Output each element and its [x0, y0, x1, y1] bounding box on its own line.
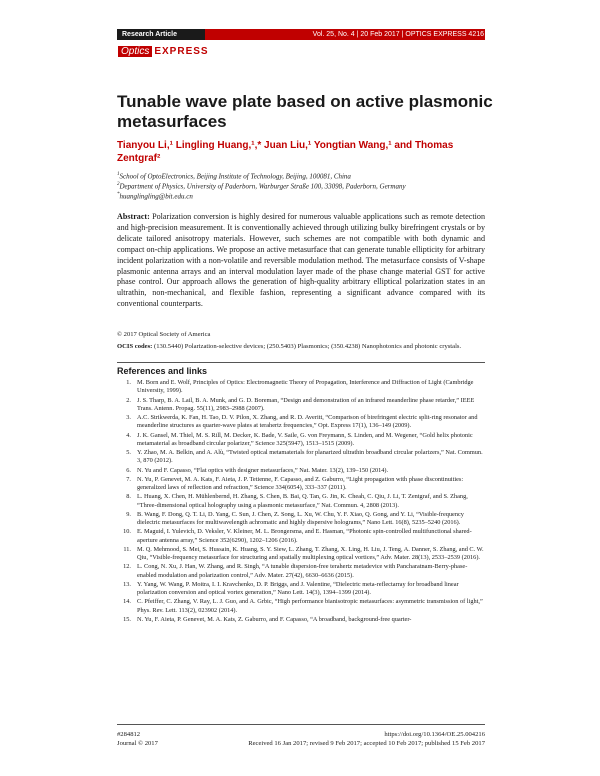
article-type-label: Research Article — [117, 29, 205, 40]
journal-logo — [118, 46, 209, 58]
reference-text: L. Huang, X. Chen, H. Mühlenbernd, H. Zhang, S. Chen, B. Bai, Q. Tan, G. Jin, K. Cheah, C. Qiu, J. Li, T. Zentgraf, and S. Zhang, “Three-dimensional optical holography using a plasmonic metasurface,” Nat. Commun. 4, 2808 (2013). — [137, 493, 468, 509]
reference-item — [117, 432, 485, 448]
affiliation-text: Department of Physics, University of Paderborn, Warburger Straße 100, 33098, Paderborn, Germany — [119, 182, 406, 191]
reference-item — [117, 581, 485, 597]
reference-text: M. Q. Mehmood, S. Mei, S. Hussain, K. Huang, S. Y. Siew, L. Zhang, T. Zhang, X. Ling, H. Liu, J. Teng, A. Danner, S. Zhang, and C. W. Qiu, “Visible-frequency metasurface for structuring and spatially multiplexing optical vortices,” Adv. Mater. 28(13), 2533–2539 (2016). — [137, 545, 484, 561]
reference-number: 13. — [123, 580, 131, 588]
paper-title: Tunable wave plate based on active plasmonic metasurfaces — [117, 92, 493, 131]
email-link[interactable]: huanglingling@bit.edu.cn — [119, 192, 193, 201]
reference-number: 8. — [126, 493, 131, 501]
ocis-codes — [117, 342, 485, 351]
reference-item — [117, 476, 485, 492]
reference-number: 9. — [126, 510, 131, 518]
divider — [117, 724, 485, 725]
reference-item — [117, 511, 485, 527]
affiliation-mark: 1 — [117, 172, 120, 177]
reference-text: N. Yu, P. Genevet, M. A. Kats, F. Aieta, J. P. Tetienne, F. Capasso, and Z. Gaburro, “Light propagation with phase discontinuities: generalized laws of reflection and refraction,” Science 334(6054), 333–337 (2011). — [137, 475, 464, 491]
reference-number: 15. — [123, 615, 131, 623]
reference-text: C. Pfeiffer, C. Zhang, V. Ray, L. J. Guo, and A. Grbic, “High performance bianisotropic metasurfaces: asymmetric transmission of light,” Phys. Rev. Lett. 113(2), 023902 (2014). — [137, 598, 483, 614]
reference-text: E. Maguid, I. Yulevich, D. Veksler, V. Kleiner, M. L. Brongersma, and E. Hasman, “Photonic spin-controlled multifunctional shared-aperture antenna array,” Science 352(6290), 1202–1206 (2016). — [137, 528, 472, 544]
reference-text: B. Wang, F. Dong, Q. T. Li, D. Yang, C. Sun, J. Chen, Z. Song, L. Xu, W. Chu, Y. F. Xiao, Q. Gong, and Y. Li, “Visible-frequency dielectric metasurfaces for multiwavelength achromatic and highly dispersive holograms,” Nano Lett. 16(8), 5235–5240 (2016). — [137, 510, 464, 526]
volume-info: Vol. 25, No. 4 | 20 Feb 2017 | OPTICS EXPRESS 4216 — [312, 31, 484, 38]
reference-number: 10. — [123, 528, 131, 536]
logo-optics: Optics — [118, 46, 152, 57]
reference-number: 2. — [126, 396, 131, 404]
abstract — [117, 212, 485, 310]
abstract-label: Abstract: — [117, 212, 150, 221]
doi-link[interactable]: https://doi.org/10.1364/OE.25.004216 — [384, 731, 485, 738]
reference-number: 1. — [126, 379, 131, 386]
reference-item — [117, 414, 485, 430]
reference-text: J. K. Gansel, M. Thiel, M. S. Rill, M. Decker, K. Bade, V. Saile, G. von Freymann, S. Linden, and M. Wegener, “Gold helix photonic metamaterial as broadband circular polarizer,” Science 325(5947), 1513–1515 (2009). — [137, 431, 473, 447]
reference-item — [117, 563, 485, 579]
reference-list — [117, 379, 485, 625]
reference-item — [117, 616, 485, 624]
divider — [117, 362, 485, 363]
corresponding-email — [117, 190, 497, 201]
reference-item — [117, 528, 485, 544]
reference-item — [117, 397, 485, 413]
reference-text: A.C. Strikwerda, K. Fan, H. Tao, D. V. Pilon, X. Zhang, and R. D. Averitt, “Comparison of birefringent electric split-ring resonator and meanderline structures as quarter-wave plates at terahertz frequencies,” Opt. Express 17(1), 136–149 (2009). — [137, 414, 478, 430]
reference-item — [117, 467, 485, 475]
affiliation-text: School of OptoElectronics, Beijing Institute of Technology, Beijing, 100081, China — [119, 172, 351, 181]
reference-number: 11. — [123, 545, 131, 553]
reference-item — [117, 546, 485, 562]
affiliation-mark: 2 — [117, 182, 120, 187]
ocis-label: OCIS codes: — [117, 343, 153, 350]
copyright: © 2017 Optical Society of America — [117, 331, 211, 338]
reference-item — [117, 379, 485, 395]
reference-number: 5. — [126, 449, 131, 456]
reference-number: 3. — [126, 414, 131, 421]
footer-left — [117, 730, 158, 748]
reference-text: M. Born and E. Wolf, Principles of Optics: Electromagnetic Theory of Propagation, Interference and Diffraction of Light (Cambridge University, 1999). — [137, 379, 474, 395]
author-list: Tianyou Li,¹ Lingling Huang,¹,* Juan Liu,¹ Yongtian Wang,¹ and Thomas Zentgraf² — [117, 140, 454, 164]
reference-text: Y. Zhao, M. A. Belkin, and A. Alù, “Twisted optical metamaterials for planarized ultrathin broadband circular polarizers,” Nat. Commun. 3, 870 (2012). — [137, 449, 483, 465]
reference-number: 4. — [126, 431, 131, 439]
manuscript-id: #284812 — [117, 731, 141, 738]
reference-text: N. Yu, F. Aieta, P. Genevet, M. A. Kats, Z. Gaburro, and F. Capasso, “A broadband, background-free quarter- — [137, 615, 412, 623]
ocis-text: (130.5440) Polarization-selective devices; (250.5403) Plasmonics; (350.4238) Nanophotonics and photonic crystals. — [154, 343, 462, 350]
publication-dates: Received 16 Jan 2017; revised 9 Feb 2017; accepted 10 Feb 2017; published 15 Feb 2017 — [248, 740, 485, 747]
affiliation-mark: * — [117, 192, 120, 197]
reference-number: 6. — [126, 466, 131, 474]
logo-express: EXPRESS — [154, 46, 209, 57]
journal-copyright: Journal © 2017 — [117, 740, 158, 747]
reference-text: L. Cong, N. Xu, J. Han, W. Zhang, and R. Singh, “A tunable dispersion-free terahertz metadevice with Pancharatnam-Berry-phase-enabled modulation and polarization control,” Adv. Mater. 27(42), 6630–6636 (2015). — [137, 563, 468, 579]
reference-item — [117, 493, 485, 509]
reference-number: 7. — [126, 475, 131, 483]
footer-right — [248, 730, 485, 748]
reference-number: 12. — [123, 563, 131, 571]
reference-text: J. S. Tharp, B. A. Lail, B. A. Munk, and G. D. Boreman, “Design and demonstration of an infrared meanderline phase retarder,” IEEE Trans. Antenn. Propag. 55(11), 2983–2988 (2007). — [137, 396, 475, 412]
reference-number: 14. — [123, 598, 131, 606]
reference-item — [117, 449, 485, 465]
reference-text: N. Yu and F. Capasso, “Flat optics with designer metasurfaces,” Nat. Mater. 13(2), 139–150 (2014). — [137, 466, 389, 474]
reference-text: Y. Yang, W. Wang, P. Moitra, I. I. Kravchenko, D. P. Briggs, and J. Valentine, “Dielectric meta-reflectarray for broadband linear polarization conversion and optical vortex generation,” Nano Lett. 14(3), 1394–1399 (2014). — [137, 580, 459, 596]
references-heading: References and links — [117, 366, 208, 376]
reference-item — [117, 598, 485, 614]
abstract-text: Polarization conversion is highly desired for numerous valuable applications such as remote detection and high-precision measurement. It is conventionally achieved through utilizing bulky birefringent crystals or by delicate tailored anisotropy materials. However, such schemes are not compatible with both dynamic and compact on-chip applications. We propose an active metasurface that can generate tunable ellipticity for arbitrary incident polarization with a non-volatile and reversible modulation method. The metasurface consists of V-shape plasmonic antenna arrays and an interval modulation layer made of the phase change material GST for active phase control. Our approach allows the generation of high-quality arbitrary elliptical polarization states in an ultrathin, non-mechanical, and flexible fashion, representing a significant advance compared with its conventional counterparts. — [117, 212, 485, 309]
